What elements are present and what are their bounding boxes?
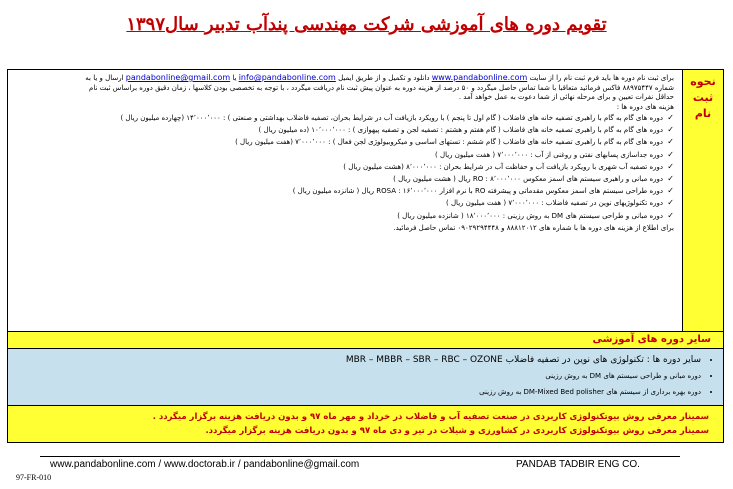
- page-title: تقویم دوره های آموزشی شرکت مهندسی پندآب تدبیر سال۱۳۹۷: [126, 14, 607, 35]
- list-item: • سایر دوره ها : تکنولوژی های نوین در تصفیه فاضلاب MBR – MBBR – SBR – RBC – OZONE: [18, 352, 701, 368]
- gmail-email-link[interactable]: pandabonline@gmail.com: [125, 73, 231, 82]
- info-email-link[interactable]: info@pandabonline.com: [238, 73, 336, 82]
- seminar-line: سمینار معرفی روش بیوتکنولوژی کاربردی در صنعت تصفیه آب و فاضلاب در خرداد و مهر ماه ۹۷ و بدون دریافت هزینه برگزار میگردد .: [152, 412, 709, 422]
- footer-divider: [40, 456, 680, 457]
- course-item: ✓ دوره مبانی و راهبری سیستم های اسمز معکوس RO : ۸٬۰۰۰٬۰۰۰ ریال ( هشت میلیون ریال ): [16, 173, 674, 185]
- document-code: 97-FR-010: [16, 473, 52, 482]
- other-courses-header: سایر دوره های آموزشی: [8, 332, 723, 349]
- course-item: ✓ دوره های گام به گام با راهبری تصفیه خانه های فاضلاب ( گام هفتم و هشتم : تصفیه لجن و تصفیه پیهوازی ) : ۱۰٬۰۰۰٬۰۰۰ (ده میلیون ریال ): [16, 124, 674, 136]
- registration-line-1: برای ثبت نام دوره ها باید فرم ثبت نام را از سایت www.pandabonline.com دانلود و تکمیل و از طریق ایمیل info@pandabonline.com یا pandabonline@gmail.com ارسال و یا به: [85, 73, 674, 82]
- contact-note: برای اطلاع از هزینه های دوره ها با شماره های ۸۸۸۱۲۰۱۲ و ۰۹۰۲۹۲۹۴۴۴۸ تماس حاصل فرمائید.: [393, 223, 674, 232]
- course-item: ✓ دوره جداسازی پسابهای نفتی و روغنی از آب : ۷٬۰۰۰٬۰۰۰ ( هفت میلیون ریال ): [16, 149, 674, 161]
- course-item: ✓ دوره طراحی سیستم های اسمز معکوس مقدماتی و پیشرفته RO با نرم افزار ROSA : ۱۶٬۰۰۰٬۰۰۰ ریال ( شانزده میلیون ریال ): [16, 185, 674, 197]
- course-item: ✓ دوره های گام به گام با راهبری تصفیه خانه های فاضلاب ( گام اول تا پنجم ) با رویکرد بازیافت آب در شرایط بحران، تصفیه فاضلاب بهداشتی و صنعتی ) : ۱۴٬۰۰۰٬۰۰۰ (چهارده میلیون ریال ): [16, 112, 674, 124]
- other-courses-section: [8, 349, 723, 406]
- course-list: [16, 112, 674, 222]
- checkmark-icon: ✓: [667, 198, 674, 208]
- seminar-line: سمینار معرفی روش بیوتکنولوژی کاربردی در کشاورزی و شیلات در تیر و دی ماه ۹۷ و بدون دریافت هزینه برگزار میگردد.: [205, 426, 709, 436]
- registration-line-3: حداقل نفرات تعیین و برای مرحله نهائی از شما دعوت به عمل خواهد آمد .: [458, 93, 674, 101]
- registration-label: نحوه ثبت نام: [682, 70, 723, 331]
- footer-company: PANDAB TADBIR ENG CO.: [516, 459, 640, 470]
- checkmark-icon: ✓: [667, 113, 674, 122]
- checkmark-icon: ✓: [667, 210, 674, 220]
- list-item: • دوره مبانی و طراحی سیستم های DM به روش رزینی: [18, 368, 701, 384]
- course-item: ✓ دوره های گام به گام با راهبری تصفیه خانه های فاضلاب ( گام ششم : تستهای اساسی و میکروبیولوژی لجن فعال ) : ۷٬۰۰۰٬۰۰۰ (هفت میلیون ریال ): [16, 136, 674, 148]
- website-link[interactable]: www.pandabonline.com: [431, 73, 528, 82]
- seminars-section: [8, 406, 723, 442]
- checkmark-icon: ✓: [667, 186, 674, 196]
- checkmark-icon: ✓: [667, 174, 674, 184]
- checkmark-icon: ✓: [667, 125, 674, 135]
- checkmark-icon: ✓: [667, 137, 674, 147]
- schedule-table: [7, 69, 724, 443]
- other-courses-list: [18, 352, 713, 400]
- course-item: ✓ دوره مبانی و طراحی سیستم های DM به روش رزینی : ۱۸٬۰۰۰٬۰۰۰ ( شانزده میلیون ریال ): [16, 210, 674, 222]
- list-item: • دوره بهره برداری از سیستم های DM-Mixed Bed polisher به روش رزینی: [18, 384, 701, 400]
- course-item: ✓ دوره تصفیه آب شهری با رویکرد بازیافت آب و حفاظت آب در شرایط بحران : ۸٬۰۰۰٬۰۰۰ (هشت میلیون ریال ): [16, 161, 674, 173]
- registration-row: [8, 70, 723, 332]
- courses-heading: هزینه های دوره ها :: [616, 102, 674, 111]
- footer-websites: www.pandabonline.com / www.doctorab.ir / pandabonline@gmail.com: [50, 459, 360, 470]
- registration-content: [8, 70, 682, 331]
- course-item: ✓ دوره تکنولوژیهای نوین در تصفیه فاضلاب : ۷٬۰۰۰٬۰۰۰ ( هفت میلیون ریال ): [16, 197, 674, 209]
- checkmark-icon: ✓: [667, 161, 674, 171]
- checkmark-icon: ✓: [667, 149, 674, 159]
- registration-line-2: شماره ۸۸۹۷۵۴۴۷ فاکس فرمائید متعاقبا با شما تماس حاصل میگردد و ۵۰ درصد از هزینه دوره به عنوان پیش ثبت نام دریافت میگردد ، با توجه به تخصصی بودن کلاسها ، زمان دقیق دوره براساس ثبت نام: [88, 83, 674, 92]
